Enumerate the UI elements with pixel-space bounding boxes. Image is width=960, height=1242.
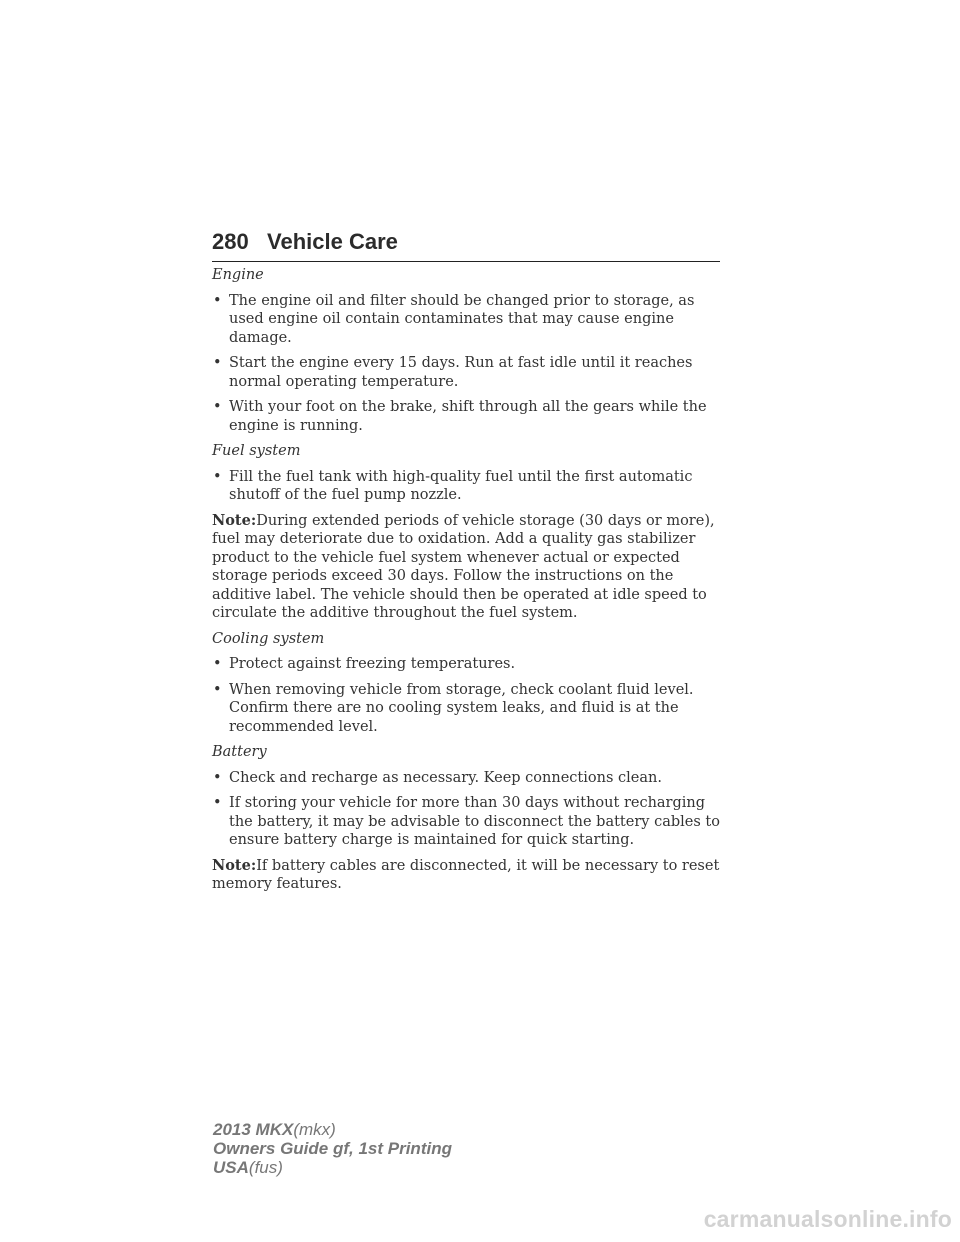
footer-line-market xyxy=(213,1158,452,1177)
footer-guide-edition: Owners Guide gf, 1st Printing xyxy=(213,1139,452,1158)
bullet-icon: • xyxy=(213,795,222,811)
bullet-icon: • xyxy=(213,769,222,786)
list-item xyxy=(212,354,722,391)
bullet-icon: • xyxy=(213,656,222,672)
list-item xyxy=(212,794,722,850)
note-text: During extended periods of vehicle storage (30 days or more), fuel may deteriorate due to oxidation. Add a quality gas stabilizer product to the vehicle fuel system whenever actual or expected storage periods exceed 30 days. Follow the instructions on the additive label. The vehicle should then be operated at idle speed to circulate the additive throughout the fuel system. xyxy=(212,512,715,621)
footer-market-code: (fus) xyxy=(248,1158,283,1177)
battery-note xyxy=(212,857,722,894)
list-item-text: Protect against freezing temperatures. xyxy=(229,656,516,672)
list-item-text: With your foot on the brake, shift through all the gears while the engine is running. xyxy=(229,399,707,434)
bullet-icon: • xyxy=(213,468,222,485)
list-item-text: Check and recharge as necessary. Keep connections clean. xyxy=(229,769,662,786)
fuel-note xyxy=(212,512,722,623)
cooling-system-heading: Cooling system xyxy=(212,630,325,647)
watermark-text: carmanualsonline.info xyxy=(703,1206,952,1232)
fuel-system-heading: Fuel system xyxy=(212,443,301,459)
bullet-icon: • xyxy=(213,399,222,415)
page-footer xyxy=(213,1120,452,1177)
bullet-icon: • xyxy=(213,681,222,698)
footer-line-model xyxy=(213,1120,452,1139)
footer-market: USA xyxy=(213,1158,249,1177)
footer-model: 2013 MKX xyxy=(213,1120,294,1139)
bullet-icon: • xyxy=(213,292,222,309)
note-label: Note: xyxy=(212,856,257,874)
bullet-icon: • xyxy=(213,355,222,371)
list-item xyxy=(212,398,722,435)
list-item-text: The engine oil and filter should be changed prior to storage, as used engine oil contain contaminates that may cause engine damage. xyxy=(229,292,695,346)
list-item xyxy=(212,655,722,674)
note-label: Note: xyxy=(212,511,257,529)
list-item-text: Start the engine every 15 days. Run at fast idle until it reaches normal operating temperature. xyxy=(229,355,693,390)
note-text: If battery cables are disconnected, it will be necessary to reset memory features. xyxy=(212,857,720,892)
list-item-text: Fill the fuel tank with high-quality fuel until the first automatic shutoff of the fuel pump nozzle. xyxy=(229,468,693,503)
section-title: Vehicle Care xyxy=(267,229,398,254)
list-item xyxy=(212,681,722,737)
page-number: 280 xyxy=(212,229,249,254)
list-item-text: If storing your vehicle for more than 30 days without recharging the battery, it may be advisable to disconnect the battery cables to ensure battery charge is maintained for quick starting. xyxy=(229,795,720,848)
battery-heading: Battery xyxy=(212,744,267,760)
list-item xyxy=(212,468,722,505)
list-item-text: When removing vehicle from storage, check coolant fluid level. Confirm there are no cooling system leaks, and fluid is at the recommended level. xyxy=(229,681,694,735)
footer-model-code: (mkx) xyxy=(293,1120,336,1139)
engine-heading: Engine xyxy=(212,267,264,283)
page-content xyxy=(212,266,722,901)
list-item xyxy=(212,292,722,348)
page-header xyxy=(212,227,720,262)
list-item xyxy=(212,769,722,788)
